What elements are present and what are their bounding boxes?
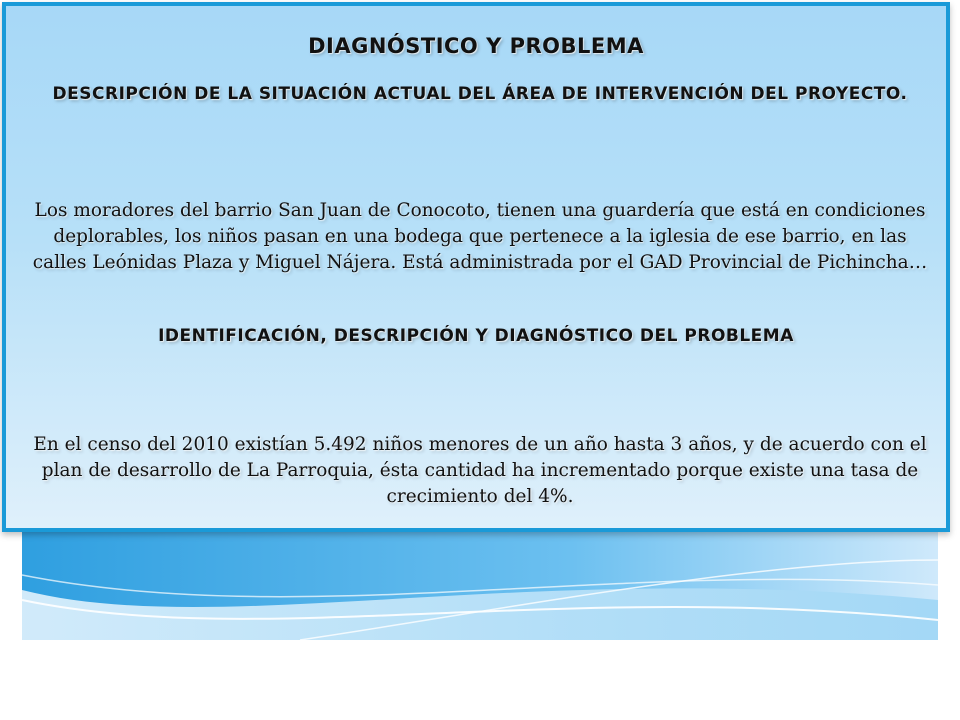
slide-title: DIAGNÓSTICO Y PROBLEMA bbox=[308, 34, 644, 58]
section-heading-problem: IDENTIFICACIÓN, DESCRIPCIÓN Y DIAGNÓSTICO DEL PROBLEMA bbox=[158, 326, 794, 346]
content-box bbox=[2, 2, 950, 532]
slide-subtitle: DESCRIPCIÓN DE LA SITUACIÓN ACTUAL DEL ÁREA DE INTERVENCIÓN DEL PROYECTO. bbox=[52, 84, 908, 104]
paragraph-situation: Los moradores del barrio San Juan de Conocoto, tienen una guardería que está en condiciones deplorables, los niños pasan en una bodega que pertenece a la iglesia de ese barrio, en las calles Leónidas Plaza y Miguel Nájera. Está administrada por el GAD Provincial de Pichincha… bbox=[32, 200, 928, 273]
paragraph-census: En el censo del 2010 existían 5.492 niños menores de un año hasta 3 años, y de acuerdo con el plan de desarrollo de La Parroquia, ésta cantidad ha incrementado porque existe una tasa de crecimiento del 4%. bbox=[33, 434, 927, 507]
